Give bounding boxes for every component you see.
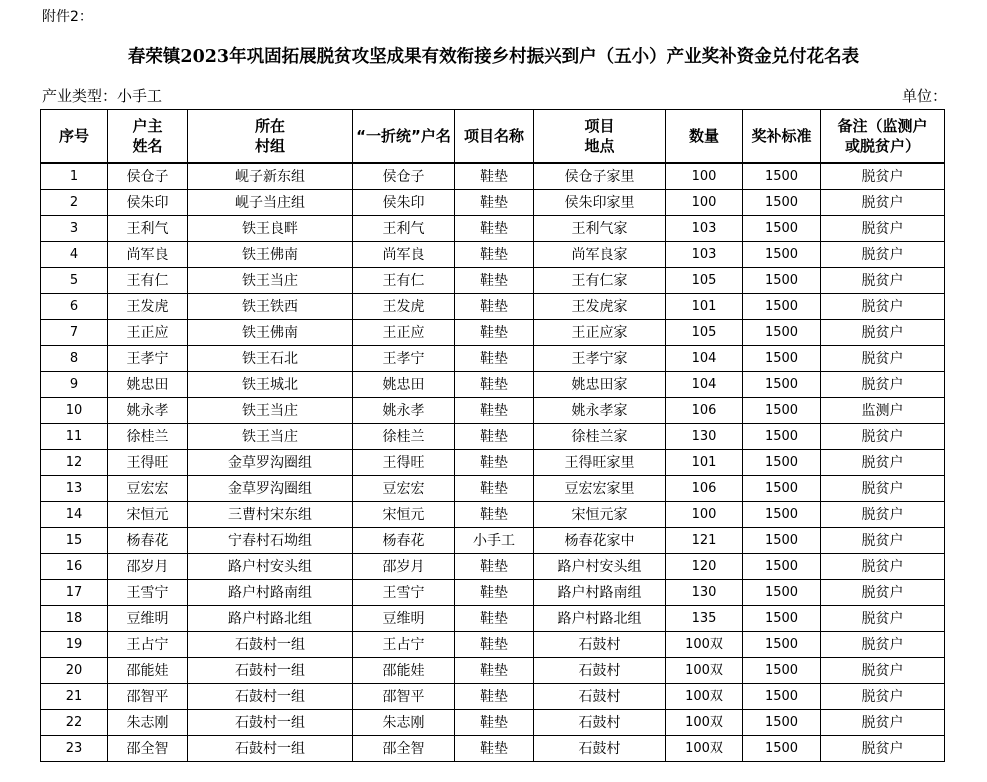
seq-cell: 18	[41, 606, 108, 632]
remark-cell: 脱贫户	[821, 242, 945, 268]
project-location-cell: 侯朱印家里	[534, 190, 666, 216]
remark-cell: 脱贫户	[821, 190, 945, 216]
project-name-cell: 鞋垫	[455, 684, 534, 710]
subsidy-standard-cell: 1500	[743, 528, 821, 554]
householder-name-cell: 邵全智	[108, 736, 188, 762]
col-project-location-header: 项目 地点	[534, 110, 666, 164]
account-name-cell: 王有仁	[353, 268, 455, 294]
project-location-cell: 石鼓村	[534, 710, 666, 736]
subsidy-standard-cell: 1500	[743, 320, 821, 346]
col-village-group-header: 所在 村组	[188, 110, 353, 164]
account-name-cell: 徐桂兰	[353, 424, 455, 450]
project-location-cell: 石鼓村	[534, 684, 666, 710]
project-name-cell: 鞋垫	[455, 294, 534, 320]
village-group-cell: 路户村路北组	[188, 606, 353, 632]
project-location-cell: 路户村安头组	[534, 554, 666, 580]
remark-cell: 脱贫户	[821, 294, 945, 320]
account-name-cell: 豆宏宏	[353, 476, 455, 502]
project-location-cell: 王得旺家里	[534, 450, 666, 476]
account-name-cell: 邵能娃	[353, 658, 455, 684]
householder-name-cell: 豆维明	[108, 606, 188, 632]
quantity-cell: 100双	[666, 736, 743, 762]
seq-cell: 20	[41, 658, 108, 684]
account-name-cell: 王正应	[353, 320, 455, 346]
table-row	[41, 554, 945, 580]
seq-cell: 4	[41, 242, 108, 268]
village-group-cell: 铁王石北	[188, 346, 353, 372]
col-seq-header: 序号	[41, 110, 108, 164]
project-location-cell: 姚永孝家	[534, 398, 666, 424]
subsidy-standard-cell: 1500	[743, 736, 821, 762]
remark-cell: 脱贫户	[821, 632, 945, 658]
quantity-cell: 104	[666, 372, 743, 398]
remark-cell: 脱贫户	[821, 372, 945, 398]
subsidy-standard-cell: 1500	[743, 606, 821, 632]
quantity-cell: 101	[666, 294, 743, 320]
project-name-cell: 鞋垫	[455, 190, 534, 216]
account-name-cell: 姚忠田	[353, 372, 455, 398]
subsidy-standard-cell: 1500	[743, 398, 821, 424]
seq-cell: 3	[41, 216, 108, 242]
seq-cell: 23	[41, 736, 108, 762]
project-name-cell: 鞋垫	[455, 346, 534, 372]
householder-name-cell: 豆宏宏	[108, 476, 188, 502]
village-group-cell: 金草罗沟圈组	[188, 450, 353, 476]
table-row	[41, 424, 945, 450]
subsidy-standard-cell: 1500	[743, 450, 821, 476]
subsidy-standard-cell: 1500	[743, 242, 821, 268]
account-name-cell: 侯仓子	[353, 163, 455, 190]
account-name-cell: 邵岁月	[353, 554, 455, 580]
unit-label: 单位：	[901, 87, 947, 105]
subsidy-standard-cell: 1500	[743, 710, 821, 736]
table-row	[41, 163, 945, 190]
quantity-cell: 135	[666, 606, 743, 632]
quantity-cell: 105	[666, 320, 743, 346]
remark-cell: 脱贫户	[821, 268, 945, 294]
table-row	[41, 502, 945, 528]
subsidy-standard-cell: 1500	[743, 580, 821, 606]
subsidy-standard-cell: 1500	[743, 190, 821, 216]
householder-name-cell: 王得旺	[108, 450, 188, 476]
seq-cell: 9	[41, 372, 108, 398]
remark-cell: 脱贫户	[821, 320, 945, 346]
village-group-cell: 铁王城北	[188, 372, 353, 398]
village-group-cell: 金草罗沟圈组	[188, 476, 353, 502]
householder-name-cell: 宋恒元	[108, 502, 188, 528]
householder-name-cell: 王正应	[108, 320, 188, 346]
householder-name-cell: 徐桂兰	[108, 424, 188, 450]
project-name-cell: 鞋垫	[455, 320, 534, 346]
seq-cell: 21	[41, 684, 108, 710]
quantity-cell: 100双	[666, 632, 743, 658]
quantity-cell: 100双	[666, 658, 743, 684]
householder-name-cell: 王孝宁	[108, 346, 188, 372]
householder-name-cell: 侯朱印	[108, 190, 188, 216]
attachment-label: 附件2：	[42, 9, 93, 25]
account-name-cell: 宋恒元	[353, 502, 455, 528]
village-group-cell: 铁王佛南	[188, 242, 353, 268]
seq-cell: 14	[41, 502, 108, 528]
project-name-cell: 鞋垫	[455, 632, 534, 658]
project-location-cell: 豆宏宏家里	[534, 476, 666, 502]
remark-cell: 脱贫户	[821, 684, 945, 710]
account-name-cell: 豆维明	[353, 606, 455, 632]
col-householder-name-header: 户主 姓名	[108, 110, 188, 164]
col-subsidy-standard-header: 奖补标准	[743, 110, 821, 164]
remark-cell: 脱贫户	[821, 346, 945, 372]
project-location-cell: 路户村路南组	[534, 580, 666, 606]
table-row	[41, 320, 945, 346]
project-location-cell: 徐桂兰家	[534, 424, 666, 450]
subsidy-standard-cell: 1500	[743, 424, 821, 450]
subsidy-standard-cell: 1500	[743, 658, 821, 684]
table-row	[41, 684, 945, 710]
project-name-cell: 小手工	[455, 528, 534, 554]
account-name-cell: 王占宁	[353, 632, 455, 658]
table-row	[41, 528, 945, 554]
seq-cell: 11	[41, 424, 108, 450]
householder-name-cell: 邵岁月	[108, 554, 188, 580]
table-header-row	[41, 110, 945, 164]
remark-cell: 脱贫户	[821, 710, 945, 736]
quantity-cell: 103	[666, 216, 743, 242]
col-project-name-header: 项目名称	[455, 110, 534, 164]
project-location-cell: 王正应家	[534, 320, 666, 346]
remark-cell: 脱贫户	[821, 216, 945, 242]
seq-cell: 5	[41, 268, 108, 294]
project-location-cell: 姚忠田家	[534, 372, 666, 398]
subsidy-standard-cell: 1500	[743, 346, 821, 372]
project-location-cell: 尚军良家	[534, 242, 666, 268]
account-name-cell: 邵智平	[353, 684, 455, 710]
table-row	[41, 398, 945, 424]
seq-cell: 6	[41, 294, 108, 320]
project-location-cell: 石鼓村	[534, 658, 666, 684]
quantity-cell: 100双	[666, 684, 743, 710]
subsidy-roster-table	[40, 109, 945, 762]
village-group-cell: 路户村安头组	[188, 554, 353, 580]
remark-cell: 脱贫户	[821, 528, 945, 554]
table-row	[41, 216, 945, 242]
remark-cell: 脱贫户	[821, 606, 945, 632]
account-name-cell: 王孝宁	[353, 346, 455, 372]
householder-name-cell: 姚忠田	[108, 372, 188, 398]
col-quantity-header: 数量	[666, 110, 743, 164]
village-group-cell: 石鼓村一组	[188, 684, 353, 710]
table-row	[41, 606, 945, 632]
quantity-cell: 120	[666, 554, 743, 580]
quantity-cell: 101	[666, 450, 743, 476]
project-name-cell: 鞋垫	[455, 476, 534, 502]
col-account-name-header: “一折统”户名	[353, 110, 455, 164]
village-group-cell: 路户村路南组	[188, 580, 353, 606]
project-location-cell: 石鼓村	[534, 632, 666, 658]
village-group-cell: 石鼓村一组	[188, 632, 353, 658]
village-group-cell: 岘子新东组	[188, 163, 353, 190]
project-name-cell: 鞋垫	[455, 216, 534, 242]
table-row	[41, 372, 945, 398]
subsidy-standard-cell: 1500	[743, 216, 821, 242]
quantity-cell: 105	[666, 268, 743, 294]
subsidy-standard-cell: 1500	[743, 684, 821, 710]
village-group-cell: 宁春村石坳组	[188, 528, 353, 554]
table-row	[41, 294, 945, 320]
table-row	[41, 242, 945, 268]
seq-cell: 2	[41, 190, 108, 216]
remark-cell: 脱贫户	[821, 554, 945, 580]
householder-name-cell: 杨春花	[108, 528, 188, 554]
quantity-cell: 100	[666, 502, 743, 528]
householder-name-cell: 朱志刚	[108, 710, 188, 736]
project-name-cell: 鞋垫	[455, 580, 534, 606]
project-name-cell: 鞋垫	[455, 736, 534, 762]
householder-name-cell: 邵能娃	[108, 658, 188, 684]
project-location-cell: 杨春花家中	[534, 528, 666, 554]
table-row	[41, 346, 945, 372]
table-row	[41, 476, 945, 502]
quantity-cell: 130	[666, 580, 743, 606]
project-location-cell: 石鼓村	[534, 736, 666, 762]
village-group-cell: 铁王当庄	[188, 268, 353, 294]
project-name-cell: 鞋垫	[455, 372, 534, 398]
village-group-cell: 岘子当庄组	[188, 190, 353, 216]
householder-name-cell: 王利气	[108, 216, 188, 242]
householder-name-cell: 尚军良	[108, 242, 188, 268]
remark-cell: 脱贫户	[821, 424, 945, 450]
quantity-cell: 103	[666, 242, 743, 268]
village-group-cell: 铁王当庄	[188, 424, 353, 450]
remark-cell: 脱贫户	[821, 450, 945, 476]
project-name-cell: 鞋垫	[455, 658, 534, 684]
remark-cell: 脱贫户	[821, 476, 945, 502]
village-group-cell: 铁王良畔	[188, 216, 353, 242]
project-name-cell: 鞋垫	[455, 502, 534, 528]
project-location-cell: 宋恒元家	[534, 502, 666, 528]
table-row	[41, 736, 945, 762]
quantity-cell: 104	[666, 346, 743, 372]
subsidy-standard-cell: 1500	[743, 294, 821, 320]
industry-type-label: 产业类型：小手工	[42, 87, 163, 105]
seq-cell: 1	[41, 163, 108, 190]
householder-name-cell: 王有仁	[108, 268, 188, 294]
village-group-cell: 铁王铁西	[188, 294, 353, 320]
project-name-cell: 鞋垫	[455, 450, 534, 476]
table-row	[41, 632, 945, 658]
project-name-cell: 鞋垫	[455, 268, 534, 294]
seq-cell: 12	[41, 450, 108, 476]
quantity-cell: 100双	[666, 710, 743, 736]
document-title: 春荣镇2023年巩固拓展脱贫攻坚成果有效衔接乡村振兴到户（五小）产业奖补资金兑付花名表	[127, 47, 860, 67]
project-location-cell: 侯仓子家里	[534, 163, 666, 190]
quantity-cell: 100	[666, 163, 743, 190]
householder-name-cell: 姚永孝	[108, 398, 188, 424]
remark-cell: 脱贫户	[821, 736, 945, 762]
table-row	[41, 580, 945, 606]
remark-cell: 脱贫户	[821, 580, 945, 606]
account-name-cell: 王利气	[353, 216, 455, 242]
table-row	[41, 450, 945, 476]
quantity-cell: 106	[666, 398, 743, 424]
seq-cell: 10	[41, 398, 108, 424]
remark-cell: 脱贫户	[821, 502, 945, 528]
subsidy-standard-cell: 1500	[743, 476, 821, 502]
account-name-cell: 姚永孝	[353, 398, 455, 424]
project-name-cell: 鞋垫	[455, 398, 534, 424]
village-group-cell: 三曹村宋东组	[188, 502, 353, 528]
householder-name-cell: 王发虎	[108, 294, 188, 320]
seq-cell: 8	[41, 346, 108, 372]
village-group-cell: 石鼓村一组	[188, 658, 353, 684]
quantity-cell: 130	[666, 424, 743, 450]
project-name-cell: 鞋垫	[455, 242, 534, 268]
table-row	[41, 710, 945, 736]
account-name-cell: 王发虎	[353, 294, 455, 320]
account-name-cell: 尚军良	[353, 242, 455, 268]
col-remark-header: 备注（监测户 或脱贫户）	[821, 110, 945, 164]
project-name-cell: 鞋垫	[455, 710, 534, 736]
subsidy-standard-cell: 1500	[743, 372, 821, 398]
account-name-cell: 侯朱印	[353, 190, 455, 216]
seq-cell: 13	[41, 476, 108, 502]
project-location-cell: 王利气家	[534, 216, 666, 242]
village-group-cell: 石鼓村一组	[188, 710, 353, 736]
subsidy-standard-cell: 1500	[743, 554, 821, 580]
subsidy-standard-cell: 1500	[743, 268, 821, 294]
village-group-cell: 石鼓村一组	[188, 736, 353, 762]
project-location-cell: 路户村路北组	[534, 606, 666, 632]
subsidy-standard-cell: 1500	[743, 163, 821, 190]
quantity-cell: 100	[666, 190, 743, 216]
quantity-cell: 121	[666, 528, 743, 554]
account-name-cell: 杨春花	[353, 528, 455, 554]
householder-name-cell: 邵智平	[108, 684, 188, 710]
subsidy-standard-cell: 1500	[743, 632, 821, 658]
quantity-cell: 106	[666, 476, 743, 502]
account-name-cell: 王雪宁	[353, 580, 455, 606]
project-location-cell: 王孝宁家	[534, 346, 666, 372]
village-group-cell: 铁王当庄	[188, 398, 353, 424]
remark-cell: 脱贫户	[821, 658, 945, 684]
project-location-cell: 王发虎家	[534, 294, 666, 320]
seq-cell: 16	[41, 554, 108, 580]
project-name-cell: 鞋垫	[455, 424, 534, 450]
seq-cell: 19	[41, 632, 108, 658]
table-row	[41, 658, 945, 684]
seq-cell: 7	[41, 320, 108, 346]
householder-name-cell: 王雪宁	[108, 580, 188, 606]
project-name-cell: 鞋垫	[455, 554, 534, 580]
table-row	[41, 268, 945, 294]
seq-cell: 15	[41, 528, 108, 554]
project-name-cell: 鞋垫	[455, 606, 534, 632]
householder-name-cell: 王占宁	[108, 632, 188, 658]
account-name-cell: 王得旺	[353, 450, 455, 476]
project-name-cell: 鞋垫	[455, 163, 534, 190]
project-location-cell: 王有仁家	[534, 268, 666, 294]
account-name-cell: 邵全智	[353, 736, 455, 762]
remark-cell: 脱贫户	[821, 163, 945, 190]
table-row	[41, 190, 945, 216]
remark-cell: 监测户	[821, 398, 945, 424]
village-group-cell: 铁王佛南	[188, 320, 353, 346]
subsidy-standard-cell: 1500	[743, 502, 821, 528]
householder-name-cell: 侯仓子	[108, 163, 188, 190]
seq-cell: 17	[41, 580, 108, 606]
account-name-cell: 朱志刚	[353, 710, 455, 736]
seq-cell: 22	[41, 710, 108, 736]
